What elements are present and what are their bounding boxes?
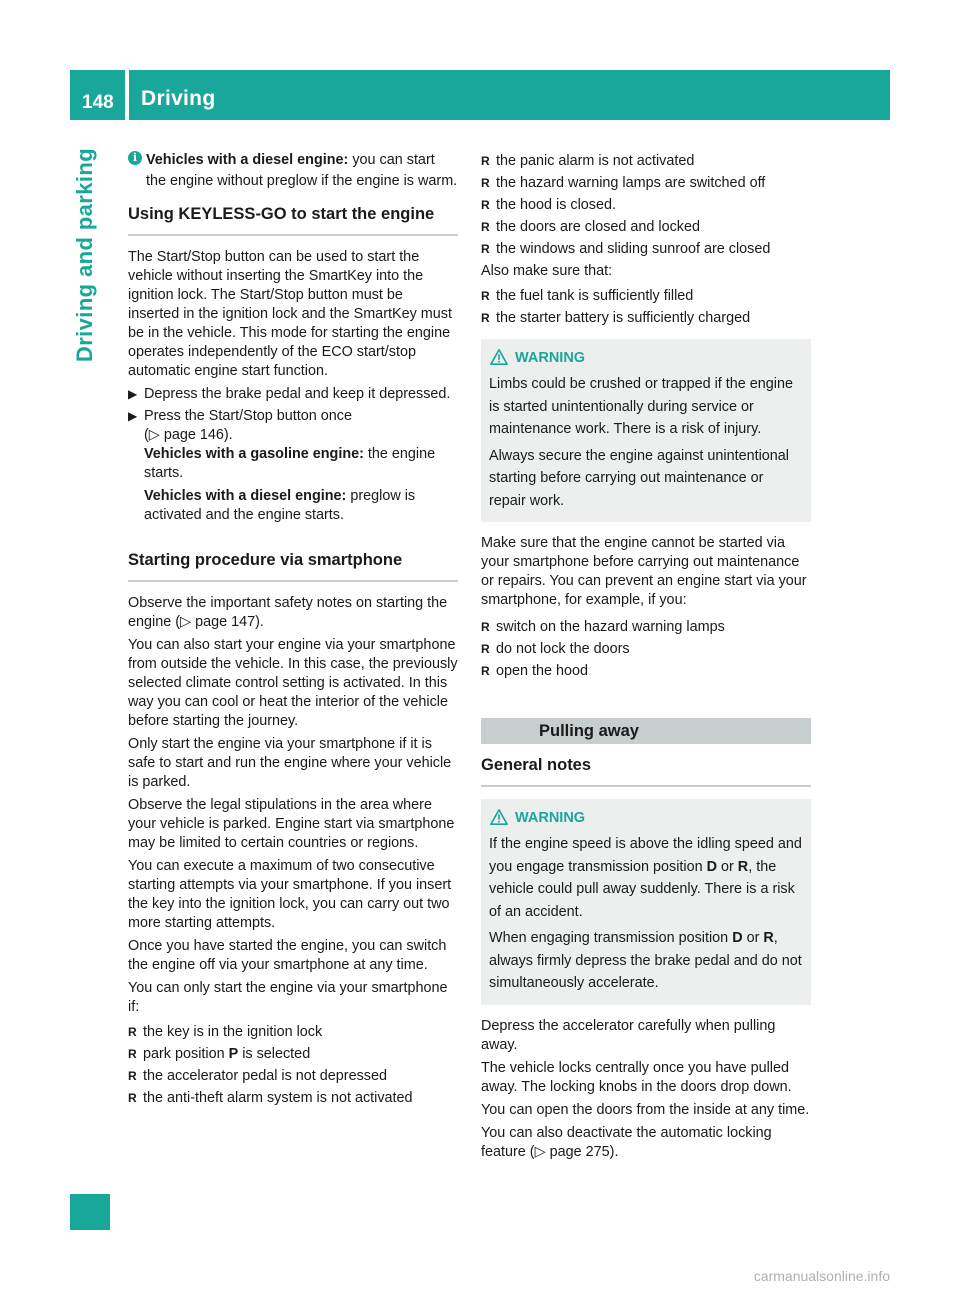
step-arrow-icon: ▶ [128, 409, 138, 423]
paragraph: Depress the accelerator carefully when pulling away. [481, 1017, 776, 1053]
step-press-button: ▶ Press the Start/Stop button once (▷ page 146). Vehicles with a gasoline engine: the engine starts. Vehicles with a diesel engine: preglow is activated and the engine starts. [128, 407, 458, 525]
list-item: R the hazard warning lamps are switched off [481, 172, 811, 194]
info-icon: i [128, 151, 142, 165]
warning-heading: WARNING [489, 809, 803, 827]
info-text: you can start the engine without preglow if the engine is warm. [146, 152, 458, 189]
diesel-result: Vehicles with a diesel engine: preglow is activated and the engine starts. [144, 488, 416, 523]
paragraph: Once you have started the engine, you can switch the engine off via your smartphone at any time. [128, 938, 447, 973]
list-item: R the accelerator pedal is not depressed [128, 1065, 458, 1087]
list-item: R switch on the hazard warning lamps [481, 616, 811, 638]
check-list [481, 285, 811, 329]
info-note [128, 150, 458, 192]
heading-general-notes: General notes [481, 754, 811, 787]
header-divider [125, 70, 129, 120]
paragraph: You can also deactivate the automatic locking feature (▷ page 275). [481, 1124, 772, 1160]
list-item: R park position P is selected [128, 1043, 458, 1065]
list-item: R the fuel tank is sufficiently filled [481, 285, 811, 307]
info-bold: Vehicles with a diesel engine: [146, 152, 349, 168]
list-item: R the hood is closed. [481, 194, 811, 216]
warning-text: Always secure the engine against unintentional starting before carrying out maintenance or repair work. [489, 447, 790, 509]
step-depress-brake: ▶ Depress the brake pedal and keep it depressed. [128, 386, 451, 402]
paragraph: Also make sure that: [481, 263, 613, 279]
side-marker [70, 1194, 110, 1230]
warning-triangle-icon [490, 348, 508, 366]
list-item: R the starter battery is sufficiently charged [481, 307, 811, 329]
warning-text: Limbs could be crushed or trapped if the engine is started unintentionally during service or maintenance work. There is a risk of injury. [489, 376, 793, 437]
step-arrow-icon: ▶ [128, 387, 138, 401]
paragraph: Make sure that the engine cannot be started via your smartphone before carrying out maintenance or repairs. You can prevent an engine start via your smartphone, for example, if you: [481, 535, 807, 608]
page-number: 148 [82, 92, 114, 113]
condition-list-continued [481, 150, 811, 260]
warning-triangle-icon [490, 808, 508, 826]
warning-box [481, 339, 811, 522]
list-item: R open the hood [481, 660, 811, 682]
heading-smartphone: Starting procedure via smartphone [128, 549, 458, 582]
paragraph: Observe the important safety notes on starting the engine (▷ page 147). [128, 595, 448, 630]
left-column [128, 150, 458, 1109]
page-reference-link[interactable]: (▷ page 146). [144, 427, 233, 443]
warning-text: If the engine speed is above the idling speed and you engage transmission position D or R, the vehicle could pull away suddenly. There is a risk of an accident. [489, 836, 802, 920]
watermark-link[interactable]: carmanualsonline.info [753, 1268, 890, 1284]
warning-box [481, 799, 811, 1005]
page-title: Driving [141, 87, 216, 110]
warning-text: When engaging transmission position D or R, always firmly depress the brake pedal and do not simultaneously accelerate. [489, 930, 802, 991]
paragraph: You can only start the engine via your smartphone if: [128, 980, 448, 1015]
paragraph: You can also start your engine via your smartphone from outside the vehicle. In this case, the previously selected climate control setting is activated. In this way you can cool or heat the interior of the vehicle before starting the journey. [128, 637, 458, 729]
condition-list [128, 1021, 458, 1109]
paragraph: You can open the doors from the inside at any time. [481, 1101, 810, 1118]
paragraph: You can execute a maximum of two consecutive starting attempts via your smartphone. If you insert the key into the ignition lock, you can carry out two more starting attempts. [128, 858, 452, 931]
list-item: R the doors are closed and locked [481, 216, 811, 238]
paragraph: Only start the engine via your smartphone if it is safe to start and run the engine where your vehicle is parked. [128, 736, 452, 790]
list-item: R the key is in the ignition lock [128, 1021, 458, 1043]
list-item: R the windows and sliding sunroof are closed [481, 238, 811, 260]
paragraph-keyless: The Start/Stop button can be used to start the vehicle without inserting the SmartKey into the ignition lock. The Start/Stop button must be inserted in the ignition lock and the SmartKey must be in the vehicle. This mode for starting the engine operates independently of the ECO start/stop automatic engine start function. [128, 249, 452, 379]
heading-keyless-go: Using KEYLESS-GO to start the engine [128, 203, 458, 236]
list-item: R do not lock the doors [481, 638, 811, 660]
list-item: R the anti-theft alarm system is not activated [128, 1087, 458, 1109]
warning-heading: WARNING [489, 349, 803, 367]
right-column [481, 150, 811, 1166]
side-section-label: Driving and parking [72, 147, 97, 363]
section-pulling-away: Pulling away [481, 718, 811, 744]
list-item: R the panic alarm is not activated [481, 150, 811, 172]
prevention-list [481, 616, 811, 682]
paragraph: The vehicle locks centrally once you have pulled away. The locking knobs in the doors drop down. [481, 1059, 792, 1095]
paragraph: Observe the legal stipulations in the area where your vehicle is parked. Engine start via smartphone may be limited to certain countries or regions. [128, 797, 455, 851]
